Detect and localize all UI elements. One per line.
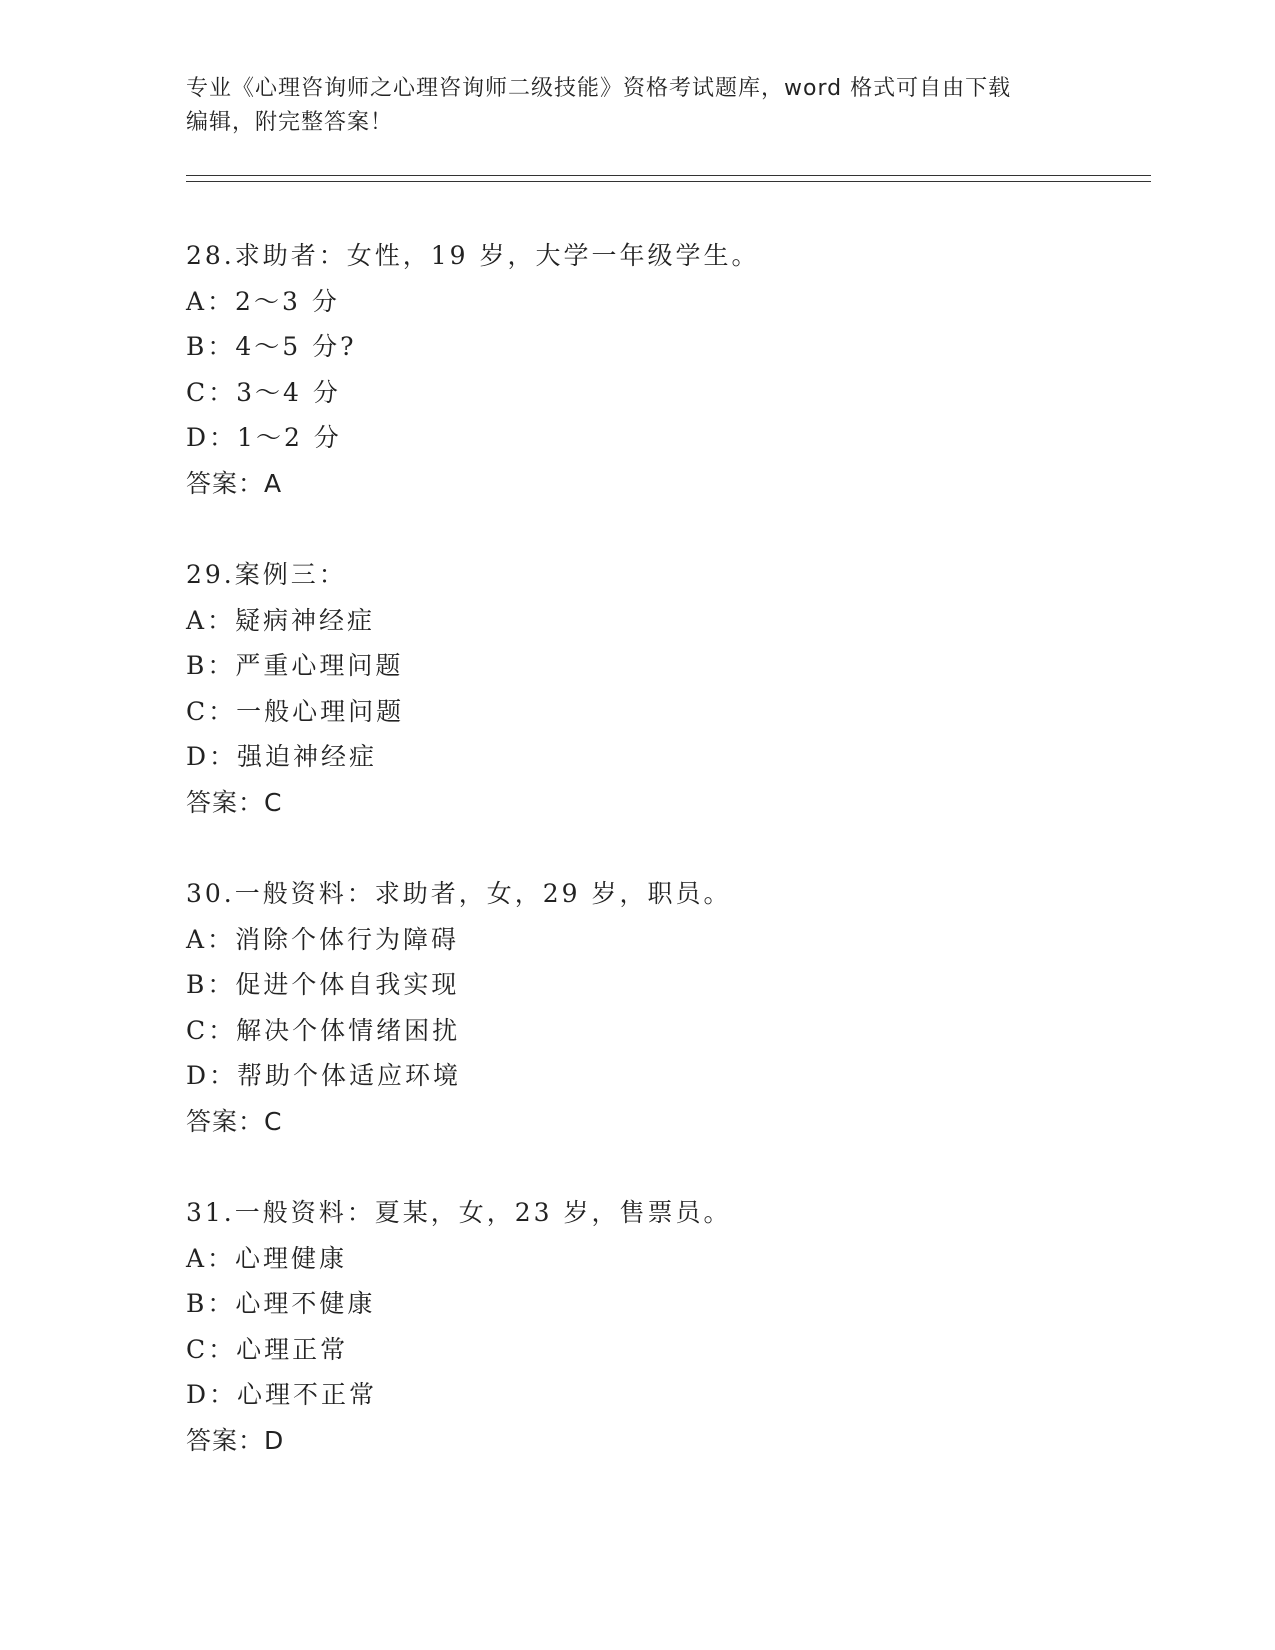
question-stem: 28.求助者：女性，19 岁，大学一年级学生。 (186, 241, 760, 270)
question-29 (186, 552, 1136, 825)
option-c: C：3～4 分 (186, 377, 341, 407)
answer-line: 答案：C (186, 787, 283, 817)
option-c: C：一般心理问题 (186, 696, 405, 726)
option-a: A：疑病神经症 (186, 605, 376, 635)
question-stem: 30.一般资料：求助者，女，29 岁，职员。 (186, 879, 732, 908)
option-b: B：4～5 分? (186, 332, 357, 361)
option-c: C：解决个体情绪困扰 (186, 1015, 461, 1045)
option-d: D：1～2 分 (186, 423, 342, 452)
option-b: B：严重心理问题 (186, 651, 404, 680)
option-d: D：帮助个体适应环境 (186, 1061, 462, 1090)
question-30 (186, 871, 1136, 1144)
option-b: B：心理不健康 (186, 1289, 376, 1318)
option-d: D：强迫神经症 (186, 742, 378, 771)
option-a: A：心理健康 (186, 1243, 348, 1273)
answer-line: 答案：D (186, 1425, 285, 1455)
question-list (186, 233, 1136, 1509)
answer-line: 答案：A (186, 468, 283, 498)
question-28 (186, 233, 1136, 506)
option-c: C：心理正常 (186, 1334, 349, 1364)
header-line-1: 专业《心理咨询师之心理咨询师二级技能》资格考试题库，word 格式可自由下载 (186, 76, 1012, 101)
document-header (186, 72, 1066, 140)
question-stem: 29.案例三： (186, 560, 347, 589)
option-a: A：2～3 分 (186, 286, 340, 316)
header-rule-bottom (186, 181, 1151, 182)
option-a: A：消除个体行为障碍 (186, 924, 460, 954)
question-stem: 31.一般资料：夏某，女，23 岁，售票员。 (186, 1198, 732, 1227)
header-line-2: 编辑，附完整答案！ (186, 110, 394, 135)
option-b: B：促进个体自我实现 (186, 970, 460, 999)
question-31 (186, 1190, 1136, 1463)
option-d: D：心理不正常 (186, 1380, 378, 1409)
header-rule-top (186, 175, 1151, 176)
answer-line: 答案：C (186, 1106, 283, 1136)
